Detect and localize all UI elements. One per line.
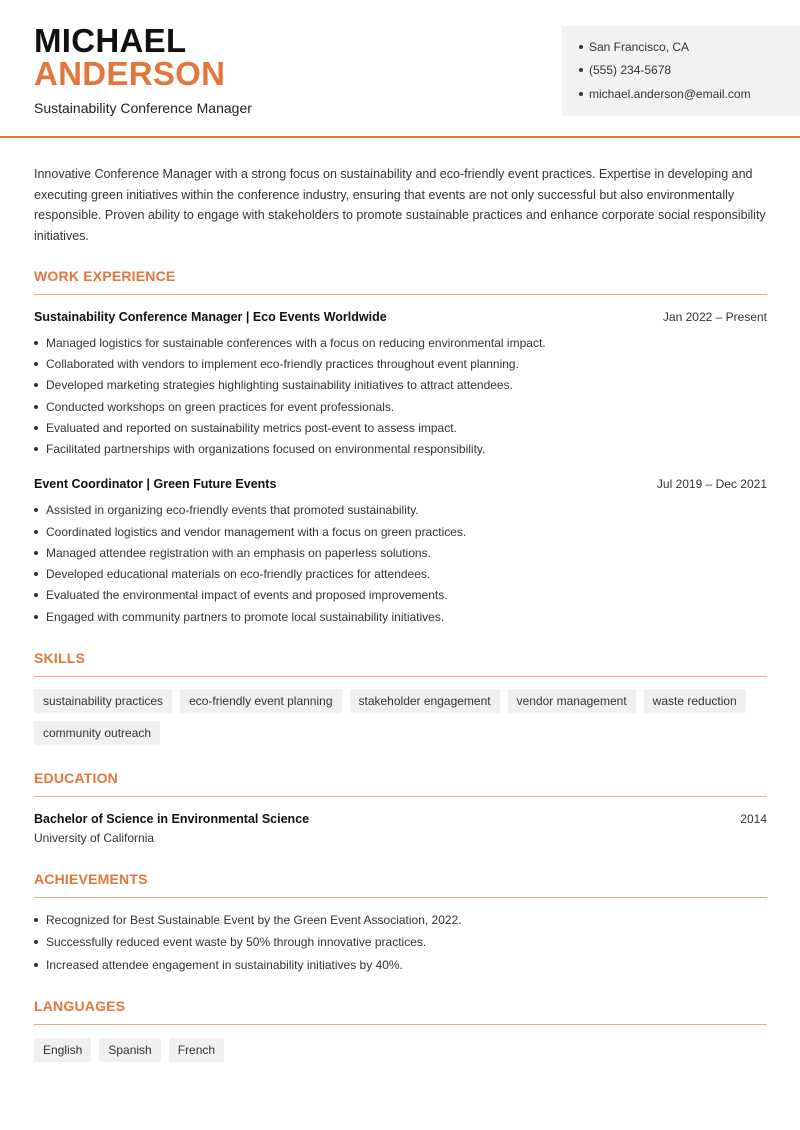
- list-item: [34, 610, 444, 624]
- bullet-text: Managed logistics for sustainable conferences with a focus on reducing environmental impact.: [46, 336, 546, 350]
- bullet-dot-icon: [34, 572, 38, 576]
- skill-chip: sustainability practices: [34, 689, 172, 713]
- bullet-text: Successfully reduced event waste by 50% through innovative practices.: [46, 935, 427, 949]
- skill-chip: community outreach: [34, 721, 160, 745]
- bullet-dot-icon: [34, 615, 38, 619]
- job-title-subtitle: Sustainability Conference Manager: [34, 100, 252, 116]
- bullet-text: Conducted workshops on green practices for event professionals.: [46, 400, 395, 414]
- bullet-text: Recognized for Best Sustainable Event by the Green Event Association, 2022.: [46, 913, 462, 927]
- list-item: [34, 525, 466, 539]
- bullet-dot-icon: [34, 530, 38, 534]
- list-item: [34, 400, 394, 414]
- bullet-dot-icon: [579, 45, 583, 49]
- contact-email-text: michael.anderson@email.com: [589, 87, 751, 101]
- list-item: [34, 588, 448, 602]
- bullet-dot-icon: [34, 383, 38, 387]
- education-school: University of California: [34, 831, 155, 845]
- work-experience-heading: WORK EXPERIENCE: [34, 268, 176, 284]
- bullet-dot-icon: [34, 940, 38, 944]
- list-item: [34, 567, 430, 581]
- achievements-heading: ACHIEVEMENTS: [34, 871, 148, 887]
- job-title-1: Sustainability Conference Manager | Eco Events Worldwide: [34, 310, 387, 324]
- job-date-2: Jul 2019 – Dec 2021: [656, 477, 767, 491]
- bullet-text: Assisted in organizing eco-friendly events that promoted sustainability.: [46, 503, 419, 517]
- bullet-text: Developed marketing strategies highlighting sustainability initiatives to attract attendees.: [46, 378, 513, 392]
- bullet-dot-icon: [579, 68, 583, 72]
- skill-chip: eco-friendly event planning: [180, 689, 341, 713]
- education-year: 2014: [740, 812, 767, 826]
- list-item: [34, 503, 419, 517]
- languages-row: [34, 1038, 224, 1062]
- skill-chip: vendor management: [508, 689, 636, 713]
- job-date-1: Jan 2022 – Present: [662, 310, 767, 324]
- contact-phone: [579, 63, 671, 77]
- bullet-dot-icon: [34, 362, 38, 366]
- list-item: [34, 935, 426, 949]
- skills-heading: SKILLS: [34, 650, 85, 666]
- list-item: [34, 913, 462, 927]
- contact-email: [579, 87, 751, 101]
- education-heading: EDUCATION: [34, 770, 118, 786]
- bullet-dot-icon: [34, 963, 38, 967]
- bullet-dot-icon: [34, 551, 38, 555]
- bullet-text: Evaluated and reported on sustainability metrics post-event to assess impact.: [46, 421, 457, 435]
- bullet-text: Developed educational materials on eco-friendly practices for attendees.: [46, 567, 431, 581]
- bullet-text: Facilitated partnerships with organizations focused on environmental responsibility.: [46, 442, 486, 456]
- skills-row-1: [34, 689, 746, 713]
- section-divider: [34, 897, 767, 898]
- bullet-text: Evaluated the environmental impact of events and proposed improvements.: [46, 588, 448, 602]
- bullet-text: Managed attendee registration with an emphasis on paperless solutions.: [46, 546, 431, 560]
- bullet-dot-icon: [34, 447, 38, 451]
- bullet-dot-icon: [34, 426, 38, 430]
- skill-chip: stakeholder engagement: [350, 689, 500, 713]
- section-divider: [34, 676, 767, 677]
- list-item: [34, 546, 431, 560]
- contact-location-text: San Francisco, CA: [589, 40, 690, 54]
- section-divider: [34, 796, 767, 797]
- bullet-text: Coordinated logistics and vendor management with a focus on green practices.: [46, 525, 467, 539]
- contact-box: [562, 26, 800, 116]
- skills-row-2: [34, 721, 160, 745]
- resume-header: [0, 0, 800, 138]
- education-degree: Bachelor of Science in Environmental Science: [34, 812, 310, 826]
- job-title-2: Event Coordinator | Green Future Events: [34, 477, 277, 491]
- list-item: [34, 357, 519, 371]
- language-chip: French: [169, 1038, 224, 1062]
- bullet-text: Engaged with community partners to promote local sustainability initiatives.: [46, 610, 445, 624]
- bullet-text: Increased attendee engagement in sustainability initiatives by 40%.: [46, 958, 403, 972]
- list-item: [34, 442, 485, 456]
- bullet-dot-icon: [579, 92, 583, 96]
- last-name: ANDERSON: [34, 55, 226, 92]
- list-item: [34, 378, 513, 392]
- list-item: [34, 421, 457, 435]
- language-chip: Spanish: [99, 1038, 160, 1062]
- list-item: [34, 958, 403, 972]
- first-name: MICHAEL: [34, 22, 187, 59]
- language-chip: English: [34, 1038, 91, 1062]
- section-divider: [34, 294, 767, 295]
- languages-heading: LANGUAGES: [34, 998, 126, 1014]
- bullet-dot-icon: [34, 593, 38, 597]
- bullet-dot-icon: [34, 508, 38, 512]
- summary-paragraph: Innovative Conference Manager with a strong focus on sustainability and eco-friendly event practices. Expertise in developing and executing green initiatives within the conference industry, ensuring that events are not only successful but also environmentally responsible. Proven ability to engage with stakeholders to promote sustainable practices and enhance corporate social responsibility initiatives.: [34, 167, 766, 243]
- list-item: [34, 336, 546, 350]
- bullet-dot-icon: [34, 918, 38, 922]
- section-divider: [34, 1024, 767, 1025]
- bullet-text: Collaborated with vendors to implement eco-friendly practices throughout event planning.: [46, 357, 519, 371]
- skill-chip: waste reduction: [644, 689, 746, 713]
- contact-phone-text: (555) 234-5678: [589, 63, 672, 77]
- bullet-dot-icon: [34, 405, 38, 409]
- bullet-dot-icon: [34, 341, 38, 345]
- contact-location: [579, 40, 689, 54]
